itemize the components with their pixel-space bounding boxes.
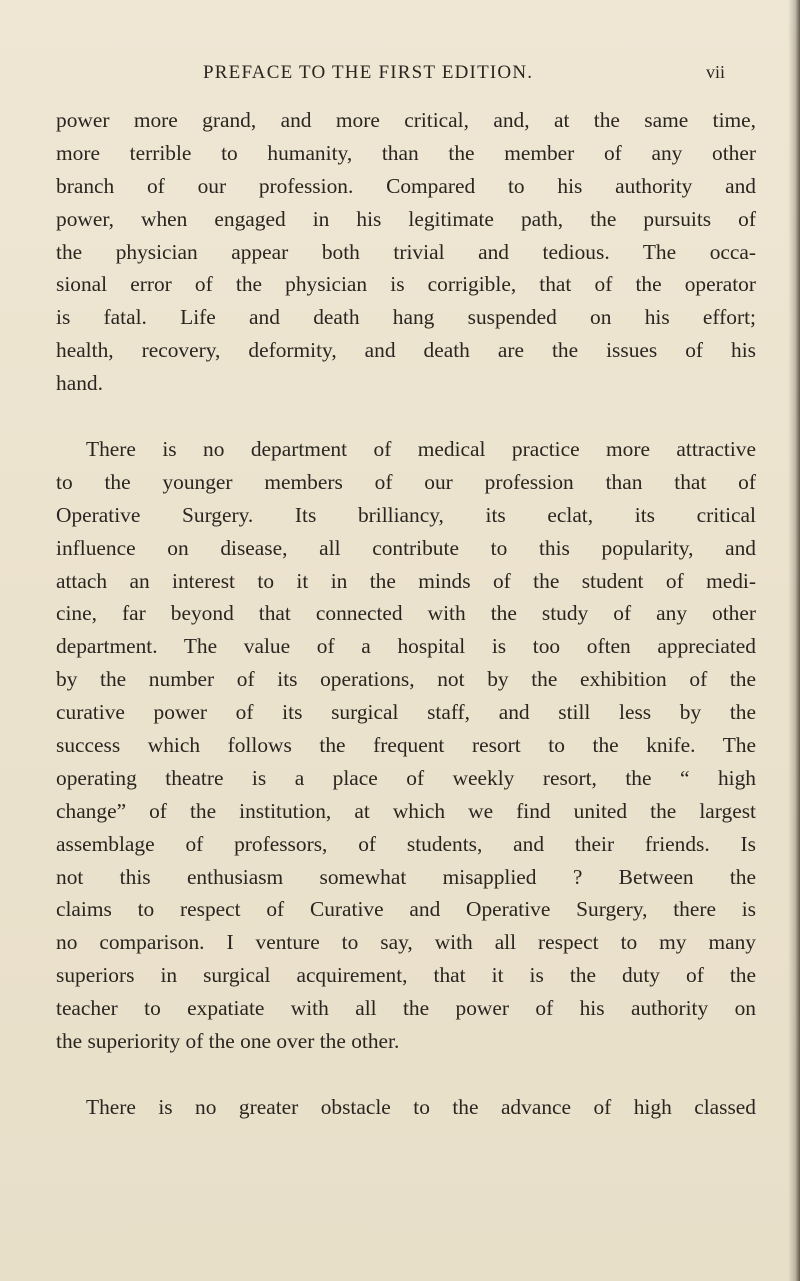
- text-line: cine, far beyond that connected with the study of any other: [56, 601, 756, 626]
- page-header: [0, 62, 800, 92]
- text-line: change” of the institution, at which we find united the largest: [56, 798, 756, 823]
- text-line: There is no greater obstacle to the advance of high classed: [86, 1094, 756, 1119]
- text-line: department. The value of a hospital is too often appreciated: [56, 634, 756, 659]
- text-line: power, when engaged in his legitimate path, the pursuits of: [56, 206, 756, 231]
- text-line: Operative Surgery. Its brilliancy, its eclat, its critical: [56, 502, 756, 527]
- paragraph: [56, 104, 756, 400]
- body-text: [56, 104, 756, 1124]
- paragraph: [56, 1091, 756, 1124]
- text-line: by the number of its operations, not by the exhibition of the: [56, 667, 756, 692]
- text-line: There is no department of medical practice more attractive: [86, 437, 756, 462]
- text-line: influence on disease, all contribute to this popularity, and: [56, 535, 756, 560]
- text-line: teacher to expatiate with all the power of his authority on: [56, 996, 756, 1021]
- text-line: superiors in surgical acquirement, that it is the duty of the: [56, 963, 756, 988]
- text-line: assemblage of professors, of students, and their friends. Is: [56, 831, 756, 856]
- text-line: branch of our profession. Compared to his authority and: [56, 173, 756, 198]
- paragraph-gap: [56, 1058, 756, 1091]
- text-line: attach an interest to it in the minds of the student of medi-: [56, 568, 756, 593]
- text-line: sional error of the physician is corrigible, that of the operator: [56, 272, 756, 297]
- text-line: success which follows the frequent resort to the knife. The: [56, 733, 756, 758]
- paragraph: [56, 433, 756, 1058]
- text-line: no comparison. I venture to say, with all respect to my many: [56, 930, 756, 955]
- text-line: not this enthusiasm somewhat misapplied ? Between the: [56, 864, 756, 889]
- page-number: vii: [706, 62, 726, 82]
- text-line: operating theatre is a place of weekly resort, the “ high: [56, 765, 756, 790]
- text-line: to the younger members of our profession than that of: [56, 469, 756, 494]
- text-line: the physician appear both trivial and tedious. The occa-: [56, 239, 756, 264]
- paragraph-gap: [56, 400, 756, 433]
- text-line: hand.: [56, 371, 103, 396]
- running-head: PREFACE TO THE FIRST EDITION.: [203, 62, 534, 83]
- text-line: claims to respect of Curative and Operative Surgery, there is: [56, 897, 756, 922]
- text-line: the superiority of the one over the other.: [56, 1029, 400, 1054]
- text-line: curative power of its surgical staff, and still less by the: [56, 700, 756, 725]
- text-line: power more grand, and more critical, and, at the same time,: [56, 108, 756, 132]
- text-line: is fatal. Life and death hang suspended on his effort;: [56, 305, 756, 330]
- text-line: more terrible to humanity, than the member of any other: [56, 140, 756, 165]
- text-line: health, recovery, deformity, and death are the issues of his: [56, 338, 756, 363]
- page-edge-shadow: [788, 0, 800, 1281]
